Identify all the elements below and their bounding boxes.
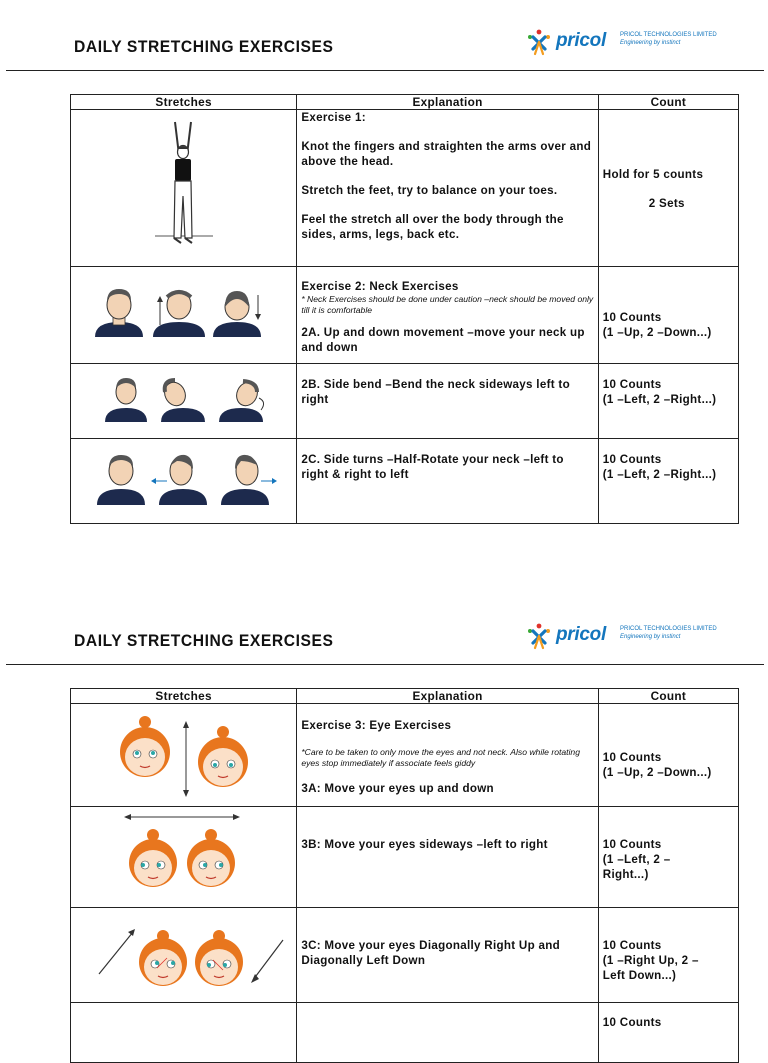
girl-face-figure <box>198 726 248 787</box>
stretch-image-cell <box>71 364 297 439</box>
exercise-2c-step: 2C. Side turns –Half-Rotate your neck –left to right & right to left <box>301 453 564 481</box>
page-2 <box>0 594 768 1029</box>
logo-company-name: PRICOL TECHNOLOGIES LIMITED <box>620 626 717 632</box>
explanation-cell <box>297 439 598 524</box>
page-title: DAILY STRETCHING EXERCISES <box>74 37 334 56</box>
count-line-2: (1 –Left, 2 –Right...) <box>602 393 717 406</box>
header-stretches: Stretches <box>71 95 297 110</box>
stretch-image-cell <box>71 110 297 267</box>
table-row <box>71 267 739 364</box>
exercise-1-title: Exercise 1: <box>301 111 366 124</box>
count-line-2: 2 Sets <box>648 197 685 210</box>
head-down-figure <box>213 291 261 337</box>
exercise-3a-step: 3A: Move your eyes up and down <box>301 782 494 795</box>
logo-tagline: Engineering by instinct <box>620 40 681 46</box>
pricol-star-icon <box>524 622 554 652</box>
logo-company-name: PRICOL TECHNOLOGIES LIMITED <box>620 32 717 38</box>
girl-face-figure <box>129 829 177 887</box>
stretch-image-cell <box>71 807 297 908</box>
count-line-2: (1 –Left, 2 –Right...) <box>602 468 717 481</box>
exercise-table-2 <box>70 688 739 1063</box>
count-line-3: Left Down...) <box>602 969 677 982</box>
eyes-diagonal-illustration <box>71 908 297 1002</box>
count-line-1: 10 Counts <box>602 838 662 851</box>
exercise-table-1 <box>70 94 739 524</box>
head-turn-right-figure <box>221 455 277 505</box>
table-header-row <box>71 689 739 704</box>
table-row <box>71 1003 739 1063</box>
count-line-1: 10 Counts <box>602 378 662 391</box>
exercise-3-title: Exercise 3: Eye Exercises <box>301 719 452 732</box>
head-tilt-left-figure <box>161 379 205 422</box>
exercise-1-step-1: Knot the fingers and straighten the arms over and above the head. <box>301 140 592 168</box>
count-line-2: (1 –Right Up, 2 – <box>602 954 699 967</box>
count-line-2: (1 –Up, 2 –Down...) <box>602 326 712 339</box>
count-line-2: (1 –Left, 2 – <box>602 853 671 866</box>
head-turn-left-figure <box>151 455 207 505</box>
exercise-3b-step: 3B: Move your eyes sideways –left to right <box>301 838 548 851</box>
header-count: Count <box>598 689 738 704</box>
exercise-3c-step: 3C: Move your eyes Diagonally Right Up and Diagonally Left Down <box>301 939 561 967</box>
explanation-cell <box>297 1003 598 1063</box>
header-count: Count <box>598 95 738 110</box>
stretch-image-cell <box>71 267 297 364</box>
table-row <box>71 807 739 908</box>
girl-face-figure <box>195 930 243 986</box>
pricol-logo <box>524 622 724 652</box>
count-cell <box>598 704 738 807</box>
header-explanation: Explanation <box>297 689 598 704</box>
explanation-cell <box>297 110 598 267</box>
exercise-2-title: Exercise 2: Neck Exercises <box>301 280 459 293</box>
stretch-image-cell <box>71 1003 297 1063</box>
count-cell <box>598 807 738 908</box>
table-row <box>71 439 739 524</box>
explanation-cell <box>297 364 598 439</box>
count-cell <box>598 1003 738 1063</box>
neck-side-turn-illustration <box>71 439 297 523</box>
exercise-2a-step: 2A. Up and down movement –move your neck up and down <box>301 326 585 354</box>
neck-up-down-illustration <box>71 267 297 363</box>
page-title: DAILY STRETCHING EXERCISES <box>74 631 334 650</box>
explanation-cell <box>297 908 598 1003</box>
exercise-3-caution-note: *Care to be taken to only move the eyes and not neck. Also while rotating eyes stop immediately if associate feels giddy <box>301 747 580 768</box>
count-line-1: Hold for 5 counts <box>602 168 704 181</box>
exercise-2-caution-note: * Neck Exercises should be done under caution –neck should be moved only till it is comfortable <box>301 294 594 315</box>
girl-face-figure <box>187 829 235 887</box>
count-line-1: 10 Counts <box>602 939 662 952</box>
logo-company-text <box>620 31 717 47</box>
exercise-1-step-3: Feel the stretch all over the body through the sides, arms, legs, back etc. <box>301 213 564 241</box>
logo-wordmark: pricol <box>556 624 606 645</box>
count-line-1: 10 Counts <box>602 1016 662 1029</box>
table-row <box>71 704 739 807</box>
count-line-2: (1 –Up, 2 –Down...) <box>602 766 712 779</box>
count-line-1: 10 Counts <box>602 311 662 324</box>
count-line-1: 10 Counts <box>602 751 662 764</box>
header-explanation: Explanation <box>297 95 598 110</box>
head-front-figure <box>95 289 143 337</box>
stretch-image-cell <box>71 908 297 1003</box>
count-cell <box>598 439 738 524</box>
header-rule <box>6 664 764 665</box>
count-cell <box>598 908 738 1003</box>
count-cell <box>598 267 738 364</box>
head-tilt-right-figure <box>219 379 264 422</box>
eyes-sideways-illustration <box>71 807 297 907</box>
eyes-up-down-illustration <box>71 704 297 806</box>
table-header-row <box>71 95 739 110</box>
header-stretches: Stretches <box>71 689 297 704</box>
header-rule <box>6 70 764 71</box>
explanation-cell <box>297 704 598 807</box>
pricol-star-icon <box>524 28 554 58</box>
exercise-2b-step: 2B. Side bend –Bend the neck sideways left to right <box>301 378 570 406</box>
logo-wordmark: pricol <box>556 30 606 51</box>
pricol-logo <box>524 28 724 58</box>
count-cell <box>598 110 738 267</box>
count-line-3: Right...) <box>602 868 649 881</box>
count-cell <box>598 364 738 439</box>
exercise-1-step-2: Stretch the feet, try to balance on your toes. <box>301 184 558 197</box>
logo-company-text <box>620 625 717 641</box>
logo-tagline: Engineering by instinct <box>620 634 681 640</box>
neck-side-bend-illustration <box>71 364 297 438</box>
explanation-cell <box>297 807 598 908</box>
table-row <box>71 908 739 1003</box>
girl-face-figure <box>139 930 187 986</box>
full-body-stretch-illustration <box>71 110 297 266</box>
stretch-image-cell <box>71 704 297 807</box>
head-front-figure <box>97 455 145 505</box>
table-row <box>71 364 739 439</box>
explanation-cell <box>297 267 598 364</box>
table-row <box>71 110 739 267</box>
count-line-1: 10 Counts <box>602 453 662 466</box>
head-front-figure <box>105 378 147 422</box>
girl-face-figure <box>120 716 170 777</box>
stretch-image-cell <box>71 439 297 524</box>
